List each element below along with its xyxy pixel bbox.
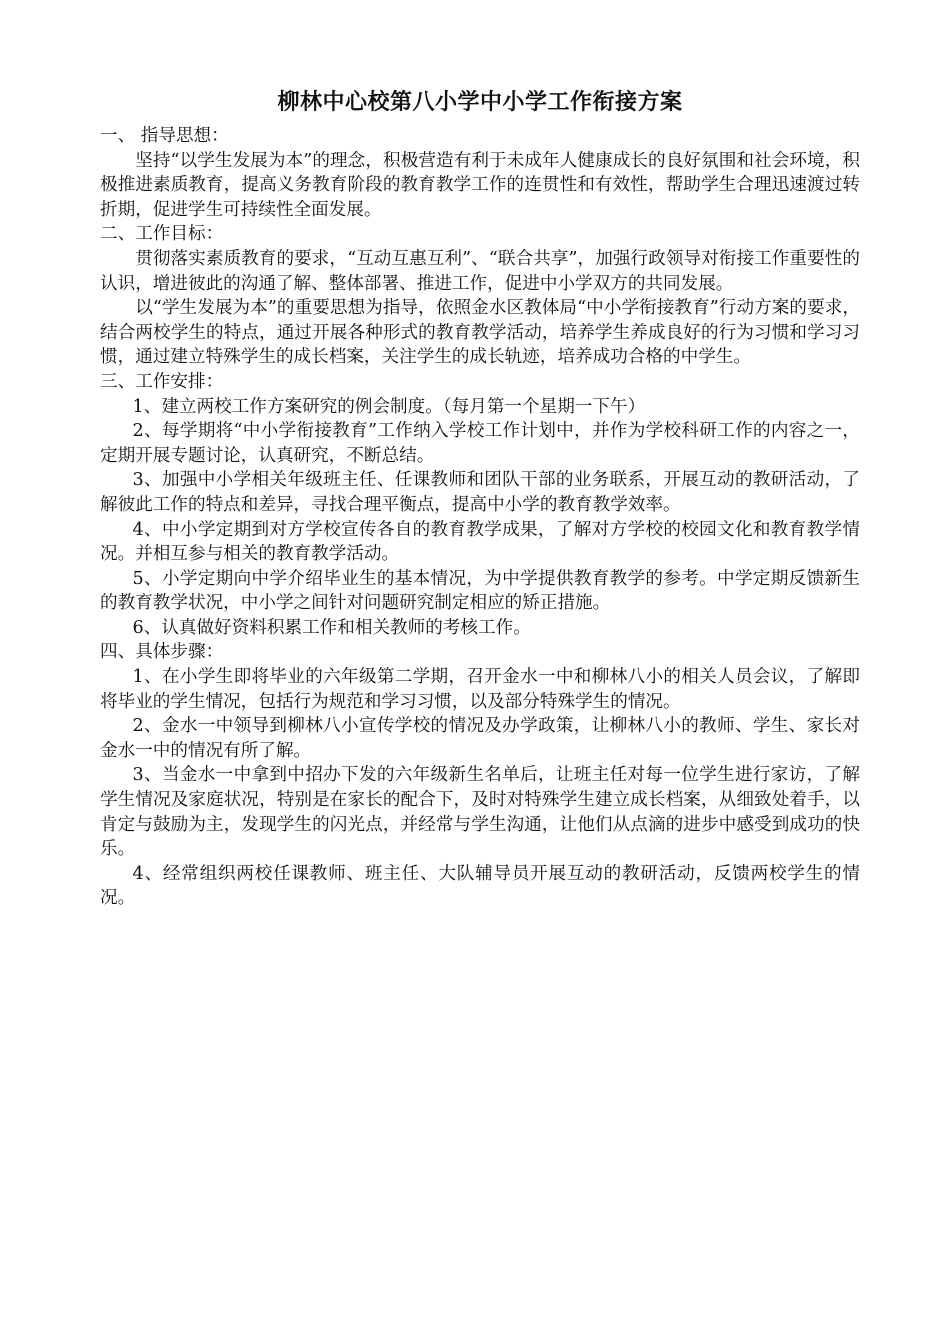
- section-heading: 一、 指导思想：: [100, 126, 229, 146]
- document-body: [100, 88, 860, 911]
- list-item: 6、认真做好资料积累工作和相关教师的考核工作。: [132, 617, 531, 638]
- section-specific-steps: [100, 640, 860, 911]
- section-guiding-thought: [100, 124, 860, 222]
- list-item: 2、每学期将“中小学衔接教育”工作纳入学校工作计划中，并作为学校科研工作的内容之一，定期开展专题讨论，认真研究，不断总结。: [100, 421, 860, 466]
- section-heading: 二、工作目标：: [100, 224, 224, 245]
- section-work-goals: [100, 222, 860, 370]
- list-item: 4、中小学定期到对方学校宣传各自的教育教学成果，了解对方学校的校园文化和教育教学情况。并相互参与相关的教育教学活动。: [100, 519, 860, 565]
- list-item: 5、小学定期向中学介绍毕业生的基本情况，为中学提供教育教学的参考。中学定期反馈新生的教育教学状况，中小学之间针对问题研究制定相应的矫正措施。: [100, 568, 860, 614]
- paragraph: 贯彻落实素质教育的要求，“互动互惠互利”、“联合共享”，加强行政领导对衔接工作重要性的认识，增进彼此的沟通了解、整体部署、推进工作，促进中小学双方的共同发展。: [100, 248, 860, 294]
- list-item: 3、当金水一中拿到中招办下发的六年级新生名单后，让班主任对每一位学生进行家访，了解学生情况及家庭状况，特别是在家长的配合下，及时对特殊学生建立成长档案，从细致处着手，以肯定与鼓励为主，发现学生的闪光点，并经常与学生沟通，让他们从点滴的进步中感受到成功的快乐。: [100, 765, 860, 860]
- paragraph: 坚持“以学生发展为本”的理念，积极营造有利于未成年人健康成长的良好氛围和社会环境，积极推进素质教育，提高义务教育阶段的教育教学工作的连贯性和有效性，帮助学生合理迅速渡过转折期，促进学生可持续性全面发展。: [100, 150, 860, 220]
- document-title: 柳林中心校第八小学中小学工作衔接方案: [277, 90, 683, 115]
- list-item: 1、建立两校工作方案研究的例会制度。（每月第一个星期一下午）: [132, 396, 646, 417]
- section-work-arrangement: [100, 370, 860, 641]
- section-heading: 三、工作安排：: [100, 371, 224, 392]
- paragraph: 以“学生发展为本”的重要思想为指导，依照金水区教体局“中小学衔接教育”行动方案的要求，结合两校学生的特点，通过开展各种形式的教育教学活动，培养学生养成良好的行为习惯和学习习惯，通过建立特殊学生的成长档案，关注学生的成长轨迹，培养成功合格的中学生。: [100, 298, 860, 368]
- list-item: 1、在小学生即将毕业的六年级第二学期，召开金水一中和柳林八小的相关人员会议，了解即将毕业的学生情况，包括行为规范和学习习惯，以及部分特殊学生的情况。: [100, 667, 860, 712]
- list-item: 4、经常组织两校任课教师、班主任、大队辅导员开展互动的教研活动，反馈两校学生的情况。: [100, 863, 860, 909]
- list-item: 2、金水一中领导到柳林八小宣传学校的情况及办学政策，让柳林八小的教师、学生、家长对金水一中的情况有所了解。: [100, 716, 860, 761]
- section-heading: 四、具体步骤：: [100, 642, 224, 663]
- list-item: 3、加强中小学相关年级班主任、任课教师和团队干部的业务联系，开展互动的教研活动，了解彼此工作的特点和差异，寻找合理平衡点，提高中小学的教育教学效率。: [100, 470, 860, 515]
